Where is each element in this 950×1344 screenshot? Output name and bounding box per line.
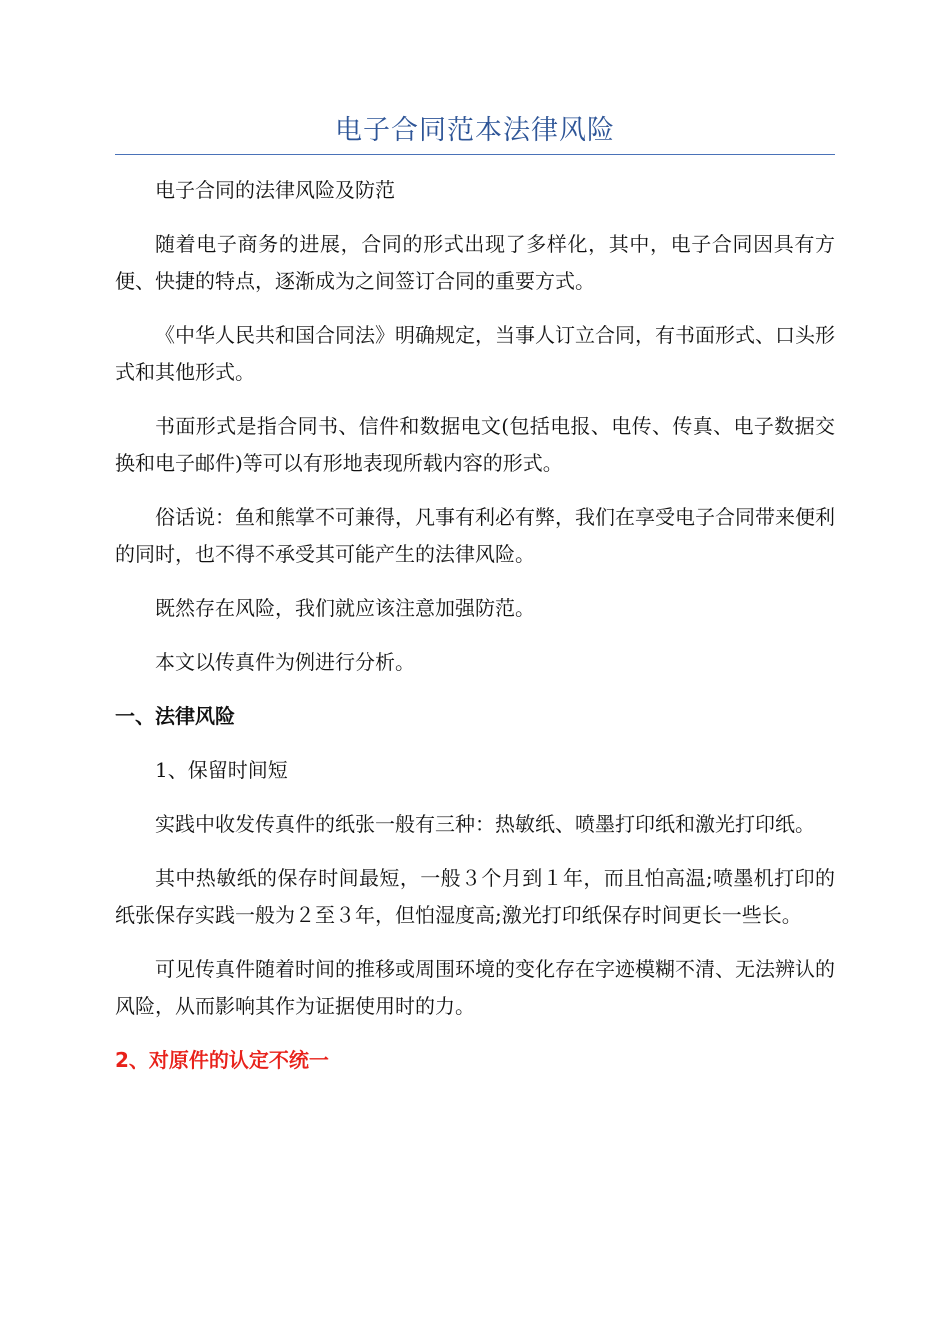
title-underline [115, 154, 835, 155]
document-page [115, 0, 835, 1096]
section-heading-legal-risk: 一、法律风险 [115, 704, 235, 728]
intro-paragraph-7: 本文以传真件为例进行分析。 [155, 650, 415, 674]
section-heading-original-recognition: 2、对原件的认定不统一 [115, 1048, 329, 1072]
intro-paragraph-1: 电子合同的法律风险及防范 [155, 178, 395, 202]
subsection-heading-short-retention: 1、保留时间短 [155, 758, 288, 782]
section1-paragraph-1: 实践中收发传真件的纸张一般有三种：热敏纸、喷墨打印纸和激光打印纸。 [155, 812, 815, 836]
intro-paragraph-2: 随着电子商务的进展，合同的形式出现了多样化，其中，电子合同因具有方便、快捷的特点，逐渐成为之间签订合同的重要方式。 [115, 232, 835, 293]
section1-paragraph-2: 其中热敏纸的保存时间最短，一般３个月到１年，而且怕高温;喷墨机打印的纸张保存实践一般为２至３年，但怕湿度高;激光打印纸保存时间更长一些长。 [115, 866, 835, 927]
intro-paragraph-4: 书面形式是指合同书、信件和数据电文(包括电报、电传、传真、电子数据交换和电子邮件)等可以有形地表现所载内容的形式。 [115, 414, 835, 475]
section1-paragraph-3: 可见传真件随着时间的推移或周围环境的变化存在字迹模糊不清、无法辨认的风险，从而影响其作为证据使用时的力。 [115, 957, 835, 1018]
intro-paragraph-5: 俗话说：鱼和熊掌不可兼得，凡事有利必有弊，我们在享受电子合同带来便利的同时，也不得不承受其可能产生的法律风险。 [115, 505, 835, 566]
document-title: 电子合同范本法律风险 [335, 115, 615, 146]
intro-paragraph-3: 《中华人民共和国合同法》明确规定，当事人订立合同，有书面形式、口头形式和其他形式。 [115, 323, 835, 384]
intro-paragraph-6: 既然存在风险，我们就应该注意加强防范。 [155, 596, 535, 620]
